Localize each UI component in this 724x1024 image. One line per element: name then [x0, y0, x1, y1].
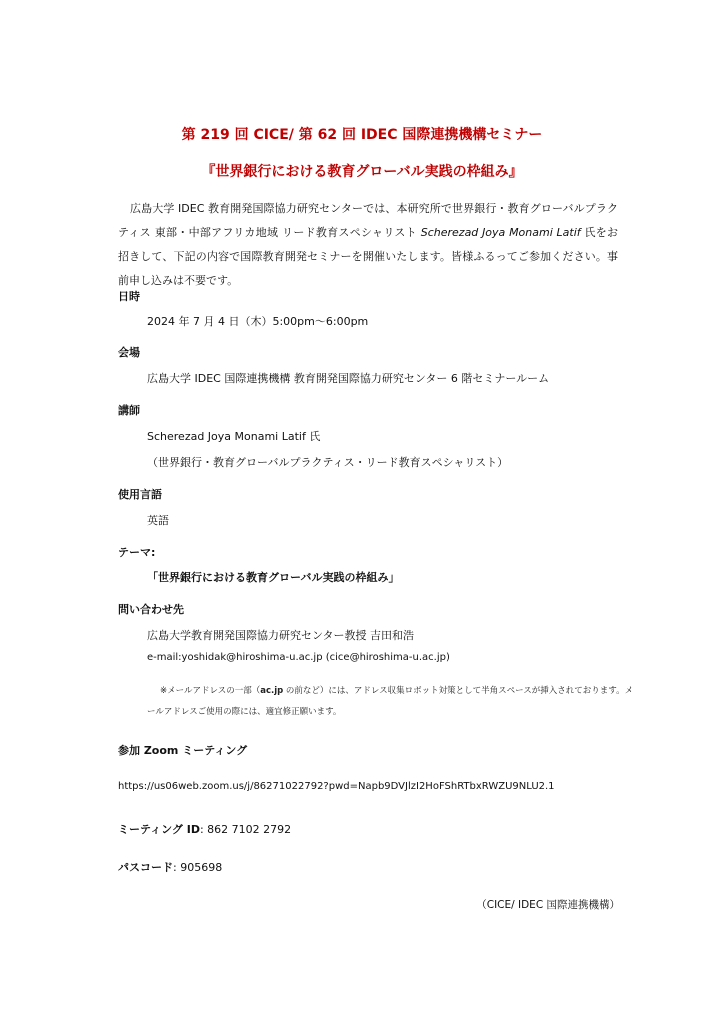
intro-speaker-name: Scherezad Joya Monami Latif [420, 226, 581, 239]
email-note-line2: ールアドレスご使用の際には、適宜修正願います。 [147, 707, 342, 717]
speaker-name: Scherezad Joya Monami Latif 氏 [147, 430, 321, 443]
meeting-id [118, 821, 291, 837]
passcode [118, 859, 222, 875]
contact-person: 広島大学教育開発国際協力研究センター教授 吉田和浩 [147, 629, 415, 642]
email-note-before: ※メールアドレスの一部（ [160, 686, 261, 696]
intro-paragraph [118, 197, 618, 293]
zoom-heading: 参加 Zoom ミーティング [118, 744, 248, 757]
language-value: 英語 [147, 514, 169, 527]
datetime-value: 2024 年 7 月 4 日（木）5:00pm～6:00pm [147, 315, 369, 328]
email-note-after: の前など）には、アドレス収集ロボット対策として半角スペースが挿入されております。メ [283, 686, 634, 696]
passcode-label: パスコード [118, 861, 173, 874]
speaker-affiliation: （世界銀行・教育グローバルプラクティス・リード教育スペシャリスト） [147, 456, 509, 469]
intro-text-before: 広島大学 IDEC 教育開発国際協力研究センターでは、本研究所で世界銀行・教育グローバルプラクティス 東部・中部アフリカ地域 リード教育スペシャリスト [118, 202, 618, 239]
meeting-id-value: : 862 7102 2792 [199, 823, 292, 836]
page-subtitle: 『世界銀行における教育グローバル実践の枠組み』 [201, 164, 523, 180]
page-title: 第 219 回 CICE/ 第 62 回 IDEC 国際連携機構セミナー [181, 127, 543, 143]
contact-heading: 問い合わせ先 [118, 603, 184, 616]
speaker-heading: 講師 [118, 404, 140, 417]
passcode-value: : 905698 [173, 861, 223, 874]
theme-value: 「世界銀行における教育グローバル実践の枠組み」 [147, 571, 400, 584]
meeting-id-label: ミーティング ID [118, 823, 200, 836]
venue-value: 広島大学 IDEC 国際連携機構 教育開発国際協力研究センター 6 階セミナールーム [147, 372, 550, 385]
theme-heading: テーマ: [118, 546, 156, 559]
language-heading: 使用言語 [118, 488, 162, 501]
venue-heading: 会場 [118, 346, 140, 359]
intro-text-after: 氏をお招きして、下記の内容で国際教育開発セミナーを開催いたします。皆様ふるってご参加ください。事前申し込みは不要です。 [118, 226, 619, 287]
email-note-bold: ac.jp [260, 686, 284, 696]
email-note [160, 684, 633, 696]
contact-email: e-mail:yoshidak@hiroshima-u.ac.jp (cice@hiroshima-u.ac.jp) [147, 652, 450, 663]
footer-organizer: （CICE/ IDEC 国際連携機構） [476, 899, 620, 911]
datetime-heading: 日時 [118, 290, 140, 303]
zoom-url[interactable]: https://us06web.zoom.us/j/86271022792?pwd=Napb9DVJlzI2HoFShRTbxRWZU9NLU2.1 [118, 781, 555, 792]
